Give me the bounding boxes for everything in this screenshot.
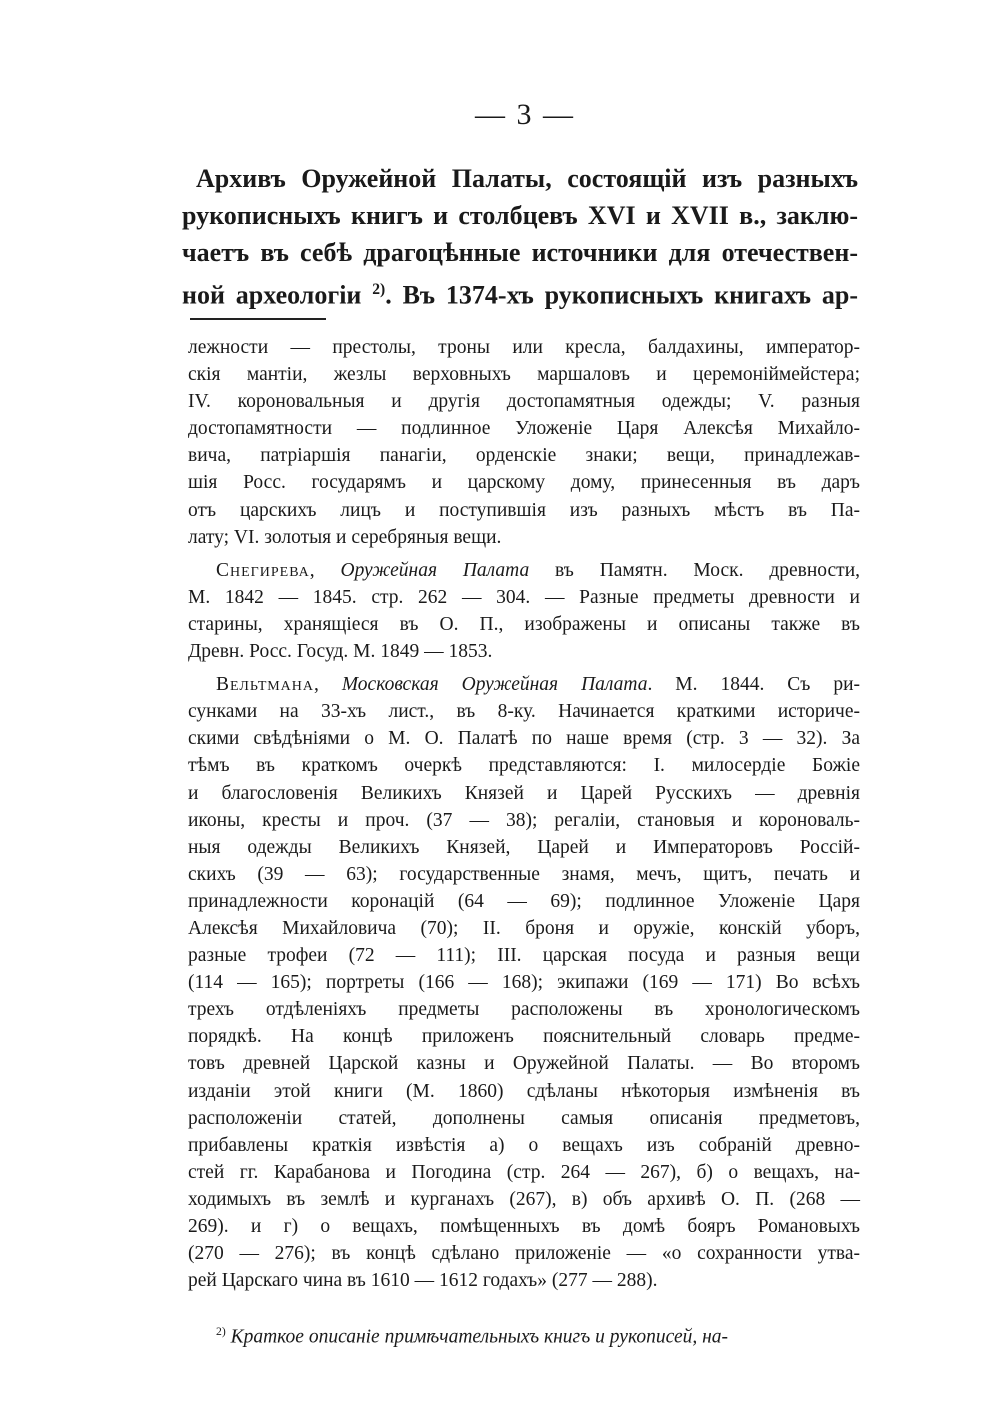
text-line [188, 442, 860, 469]
text-line [188, 638, 860, 665]
footnote-continuation [188, 334, 860, 1294]
text-line [188, 334, 860, 361]
page-number: — 3 — [475, 98, 575, 131]
text-segment: . Въ 1374-хъ рукописныхъ книгахъ ар- [385, 280, 858, 310]
text-segment: стей гг. Карабанова и Погодина (стр. 264 — 267), б) о вещахъ, на- [188, 1161, 860, 1183]
text-segment: чаетъ въ себѣ драгоцѣнные источники для отечествен- [182, 238, 858, 267]
text-line [182, 160, 858, 197]
text-line [182, 234, 858, 271]
author-name: Снегирева [216, 559, 310, 581]
text-segment: трехъ отдѣленіяхъ предметы расположены въ хронологическомъ [188, 999, 860, 1021]
text-line [188, 497, 860, 524]
text-segment: порядкѣ. На концѣ приложенъ пояснительный словарь предме- [188, 1026, 860, 1048]
text-line [188, 1240, 860, 1267]
text-line [188, 1078, 860, 1105]
italic-title: Оружейная Палата [340, 559, 530, 581]
text-line [188, 1213, 860, 1240]
text-segment: , [314, 674, 342, 696]
text-segment: IV. короновальныя и другія достопамятныя одежды; V. разныя [188, 391, 860, 413]
text-segment: шія Росс. государямъ и царскому дому, принесенныя въ даръ [188, 472, 860, 494]
text-line [188, 725, 860, 752]
text-line [182, 271, 858, 314]
text-segment: рукописныхъ книгъ и столбцевъ XVI и XVII в., заклю- [182, 201, 858, 230]
footnote-marker: 2) [372, 281, 386, 298]
main-text [182, 160, 858, 314]
text-line [188, 584, 860, 611]
text-line [188, 671, 860, 698]
text-line [188, 388, 860, 415]
text-line [188, 780, 860, 807]
text-line [188, 996, 860, 1023]
footnote-divider [190, 318, 326, 320]
text-line [188, 698, 860, 725]
text-segment: Архивъ Оружейной Палаты, состоящій изъ разныхъ [196, 164, 858, 193]
text-line [188, 888, 860, 915]
text-line [188, 752, 860, 779]
text-line [188, 834, 860, 861]
text-line [188, 1159, 860, 1186]
text-segment: Алексѣя Михайловича (70); II. броня и оружіе, конскій уборъ, [188, 917, 860, 939]
text-segment: лежности — престолы, троны или кресла, балдахины, император- [188, 337, 860, 358]
text-segment: скими свѣдѣніями о М. О. Палатѣ по наше время (стр. 3 — 32). За [188, 728, 860, 750]
text-line [188, 1267, 860, 1294]
author-name: Вельтмана [216, 674, 315, 696]
text-segment: лату; VI. золотыя и серебряныя вещи. [188, 526, 502, 548]
footnote-2 [188, 1318, 860, 1351]
text-line [188, 361, 860, 388]
text-line [188, 557, 860, 584]
text-line [188, 1105, 860, 1132]
text-segment: въ Памятн. Моск. древности, [529, 559, 861, 581]
text-segment: отъ царскихъ лицъ и поступившія изъ разныхъ мѣстъ въ Па- [188, 499, 860, 521]
text-segment: М. 1842 — 1845. стр. 262 — 304. — Разные предметы древности и [188, 586, 860, 608]
text-segment: 269). и г) о вещахъ, помѣщенныхъ въ домѣ бояръ Романовыхъ [188, 1216, 860, 1237]
text-segment: достопамятности — подлинное Уложеніе Царя Алексѣя Михайло- [188, 418, 860, 440]
text-segment: скія мантіи, жезлы верховныхъ маршаловъ и церемоніймейстера; [188, 364, 860, 386]
text-line [188, 807, 860, 834]
text-line [188, 1132, 860, 1159]
text-segment: иконы, кресты и проч. (37 — 38); регаліи, становыя и короноваль- [188, 809, 860, 831]
text-segment: расположеніи статей, дополнены самыя описанія предметовъ, [188, 1107, 860, 1129]
text-line [188, 942, 860, 969]
text-segment: сунками на 33-хъ лист., въ 8-ку. Начинается краткими историче- [188, 701, 860, 723]
text-segment: и благословенія Великихъ Князей и Царей Русскихъ — древнія [188, 782, 860, 804]
text-segment: Древн. Росс. Госуд. М. 1849 — 1853. [188, 641, 493, 663]
text-line [188, 1023, 860, 1050]
text-line [188, 861, 860, 888]
text-segment: товъ древней Царской казны и Оружейной Палаты. — Во второмъ [188, 1053, 860, 1075]
text-line [188, 1318, 860, 1351]
text-line [188, 415, 860, 442]
text-segment: старины, хранящіеся въ О. П., изображены и описаны также въ [188, 613, 860, 635]
text-line [188, 915, 860, 942]
italic-title: Московская Оружейная Палата [341, 674, 648, 696]
text-segment: . М. 1844. Съ ри- [647, 674, 860, 696]
footnote-marker: 2) [216, 1325, 226, 1338]
text-line [188, 969, 860, 996]
text-line [188, 1050, 860, 1077]
text-segment: разные трофеи (72 — 111); III. царская посуда и разныя вещи [188, 945, 860, 967]
text-line [188, 1186, 860, 1213]
text-segment: (270 — 276); въ концѣ сдѣлано приложеніе — «о сохранности утва- [188, 1243, 860, 1265]
text-segment: вича, патріаршія панагіи, орденскіе знаки; вещи, принадлежав- [188, 445, 860, 467]
text-segment: рей Царскаго чина въ 1610 — 1612 годахъ» (277 — 288). [188, 1270, 658, 1292]
text-segment: , [309, 559, 341, 581]
text-line [182, 197, 858, 234]
text-line [188, 469, 860, 496]
text-segment: принадлежности коронацій (64 — 69); подлинное Уложеніе Царя [188, 890, 860, 912]
text-segment: прибавлены краткія извѣстія а) о вещахъ изъ собраній древно- [188, 1134, 860, 1156]
text-line [188, 524, 860, 551]
text-segment: ходимыхъ въ землѣ и курганахъ (267), в) объ архивѣ О. П. (268 — [188, 1188, 860, 1210]
text-segment: изданіи этой книги (М. 1860) сдѣланы нѣкоторыя измѣненія въ [188, 1080, 860, 1102]
text-line [188, 611, 860, 638]
text-segment: (114 — 165); портреты (166 — 168); экипажи (169 — 171) Во всѣхъ [188, 972, 860, 994]
text-segment: скихъ (39 — 63); государственные знамя, мечъ, щитъ, печать и [188, 863, 860, 885]
text-segment: тѣмъ въ краткомъ очеркѣ представляются: I. милосердіе Божіе [188, 755, 860, 777]
text-segment: ныя одежды Великихъ Князей, Царей и Императоровъ Россій- [188, 836, 860, 858]
italic-title: Краткое описаніе примѣчательныхъ книгъ и рукописей, на- [230, 1326, 729, 1348]
text-segment: ной археологіи [182, 280, 373, 310]
